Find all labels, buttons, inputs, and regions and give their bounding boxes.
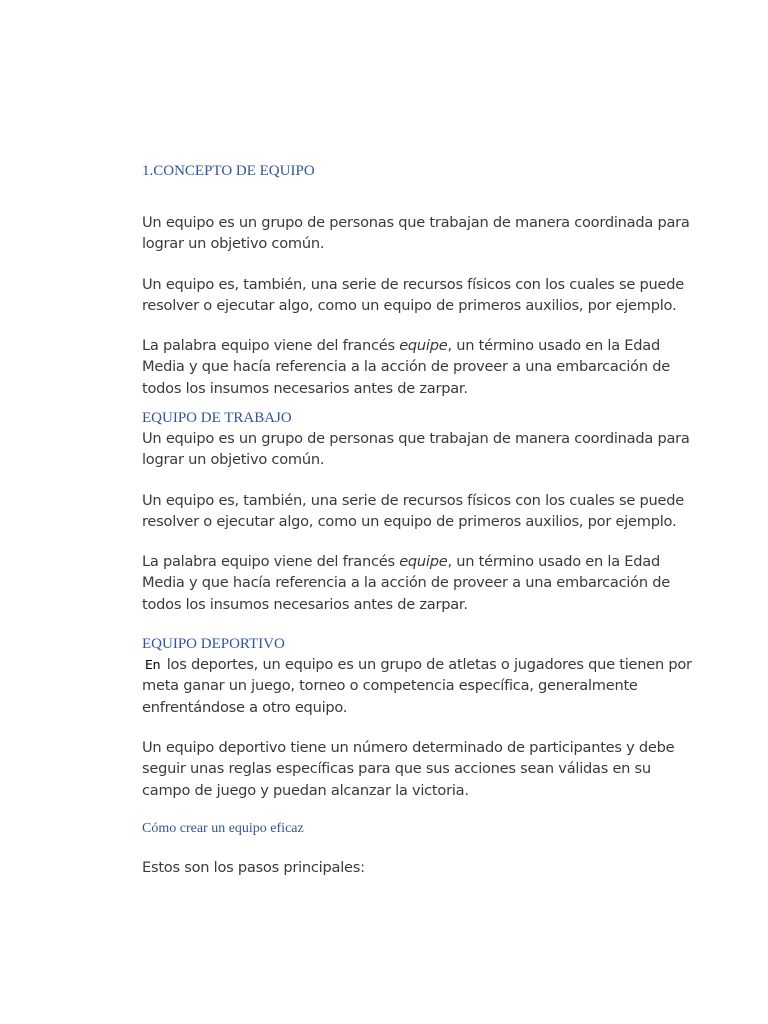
paragraph-eficaz-1: Estos son los pasos principales: xyxy=(142,859,365,876)
paragraph-deportivo-1-text: los deportes, un equipo es un grupo de atletas o jugadores que tienen por meta ganar un juego, torneo o competencia específica, generalmente enfrentándose a otro equipo. xyxy=(142,656,692,716)
paragraph-concepto-3-text-end: , un término usado en la Edad Media y que hacía referencia a la acción de proveer a una embarcación de todos los insumos necesarios antes de zarpar. xyxy=(142,337,670,397)
paragraph-trabajo-3-text-end: , un término usado en la Edad Media y que hacía referencia a la acción de proveer a una embarcación de todos los insumos necesarios antes de zarpar. xyxy=(142,553,670,613)
paragraph-concepto-1: Un equipo es un grupo de personas que trabajan de manera coordinada para lograr un objetivo común. xyxy=(142,214,690,253)
paragraph-concepto-3-italic-word: equipe xyxy=(399,337,448,354)
paragraph-concepto-3-text-start: La palabra equipo viene del francés xyxy=(142,337,400,354)
paragraph-trabajo-2: Un equipo es, también, una serie de recursos físicos con los cuales se puede resolver o ejecutar algo, como un equipo de primeros auxilios, por ejemplo. xyxy=(142,492,684,531)
paragraph-deportivo-1 xyxy=(142,654,702,718)
paragraph-deportivo-2: Un equipo deportivo tiene un número determinado de participantes y debe seguir unas reglas específicas para que sus acciones sean válidas en su campo de juego y puedan alcanzar la victoria. xyxy=(142,739,675,799)
heading-concepto-de-equipo: 1.CONCEPTO DE EQUIPO xyxy=(142,163,315,179)
heading-equipo-deportivo: EQUIPO DEPORTIVO xyxy=(142,636,285,652)
paragraph-trabajo-3 xyxy=(142,551,702,615)
paragraph-deportivo-1-lead-word: En xyxy=(145,657,161,672)
paragraph-trabajo-3-text-start: La palabra equipo viene del francés xyxy=(142,553,400,570)
paragraph-trabajo-3-italic-word: equipe xyxy=(399,553,448,570)
paragraph-trabajo-1: Un equipo es un grupo de personas que trabajan de manera coordinada para lograr un objetivo común. xyxy=(142,430,690,469)
heading-como-crear-equipo-eficaz: Cómo crear un equipo eficaz xyxy=(142,821,304,836)
paragraph-concepto-3 xyxy=(142,335,702,399)
paragraph-concepto-2: Un equipo es, también, una serie de recursos físicos con los cuales se puede resolver o ejecutar algo, como un equipo de primeros auxilios, por ejemplo. xyxy=(142,276,684,315)
heading-equipo-de-trabajo: EQUIPO DE TRABAJO xyxy=(142,410,292,426)
